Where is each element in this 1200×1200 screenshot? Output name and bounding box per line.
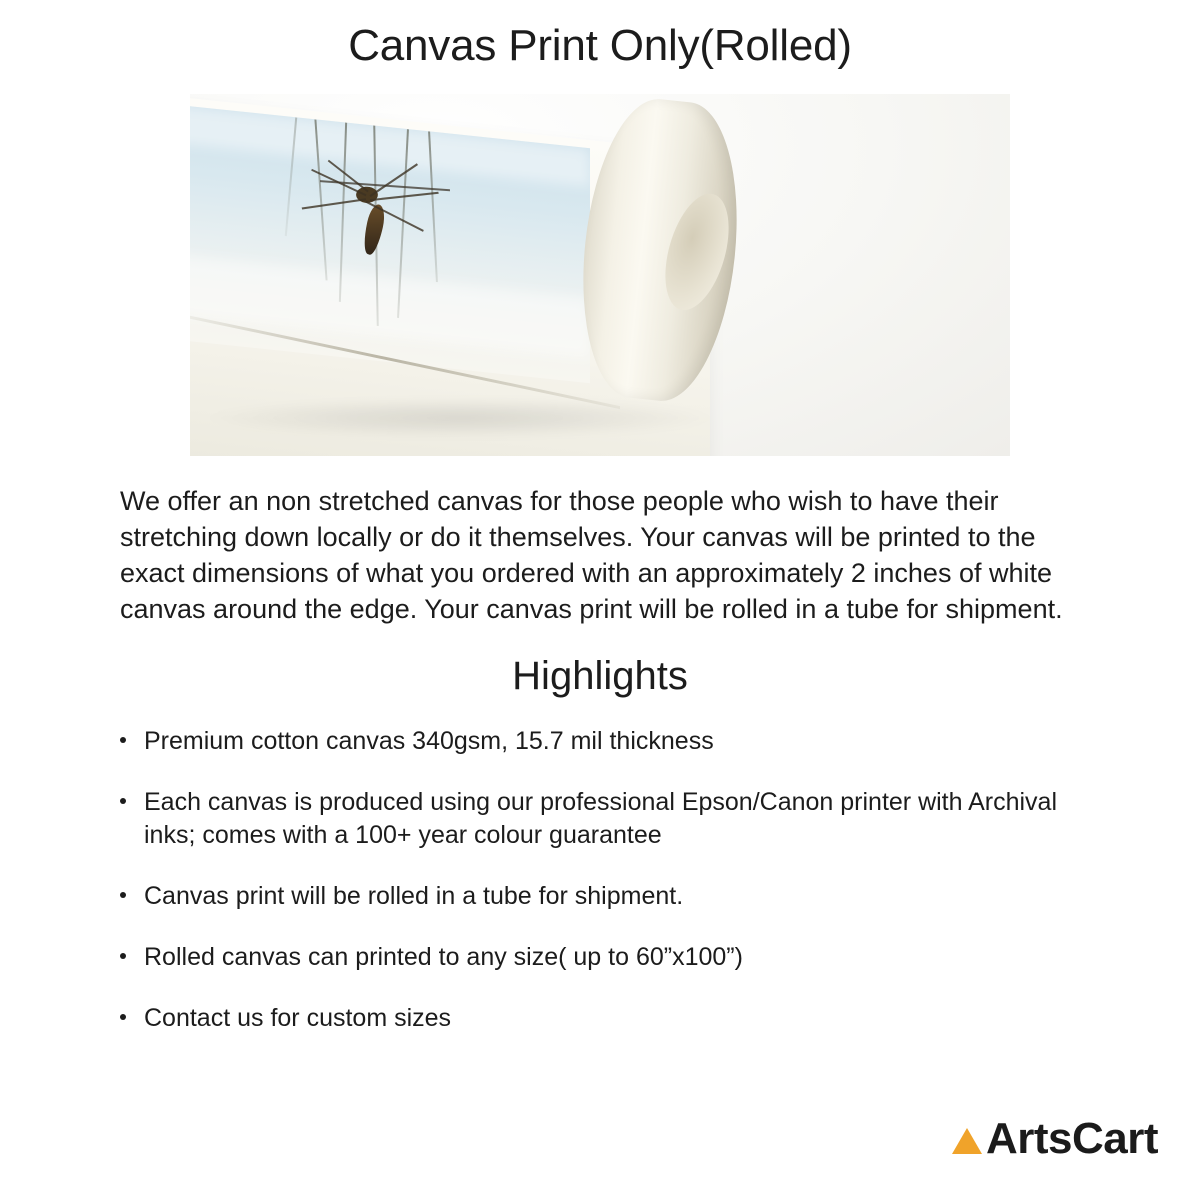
list-item	[118, 786, 1090, 852]
blur-band-bottom	[190, 254, 590, 358]
list-item-text: Premium cotton canvas 340gsm, 15.7 mil thickness	[144, 727, 714, 756]
photo-shadow	[200, 398, 720, 438]
product-image	[190, 94, 1010, 456]
list-item	[118, 941, 1090, 974]
list-item-text: Canvas print will be rolled in a tube for shipment.	[144, 882, 684, 911]
list-item	[118, 1002, 1090, 1035]
insect-leg-5	[302, 199, 366, 210]
bullet-icon	[120, 953, 126, 959]
bullet-icon	[120, 737, 126, 743]
bullet-icon	[120, 892, 126, 898]
bullet-icon	[120, 798, 126, 804]
insect-leg-1	[370, 164, 418, 197]
bullet-icon	[120, 1014, 126, 1020]
list-item-text: Contact us for custom sizes	[144, 1004, 452, 1033]
list-item	[118, 725, 1090, 758]
list-item	[118, 880, 1090, 913]
highlights-list	[118, 725, 1090, 1035]
canvas-curl-inner	[654, 187, 741, 318]
logo-text-arts: Arts	[985, 1114, 1072, 1163]
printed-artwork-area	[190, 104, 590, 383]
artscart-logo	[952, 1114, 1158, 1164]
highlights-heading: Highlights	[512, 654, 688, 699]
rolled-canvas-photo	[190, 94, 1010, 456]
list-item-text: Rolled canvas can printed to any size( up to 60”x100”)	[144, 943, 743, 972]
list-item-text: Each canvas is produced using our professional Epson/Canon printer with Archival inks; comes with a 100+ year colour guarantee	[144, 788, 1058, 850]
logo-text-cart: Cart	[1071, 1114, 1158, 1163]
triangle-icon	[952, 1128, 982, 1154]
page-title: Canvas Print Only(Rolled)	[348, 21, 852, 70]
product-description: We offer an non stretched canvas for those people who wish to have their stretching down locally or do it themselves. Your canvas will be printed to the exact dimensions of what you ordered with an approximately 2 inches of white canvas around the edge. Your canvas print will be rolled in a tube for shipment.	[120, 486, 1063, 625]
